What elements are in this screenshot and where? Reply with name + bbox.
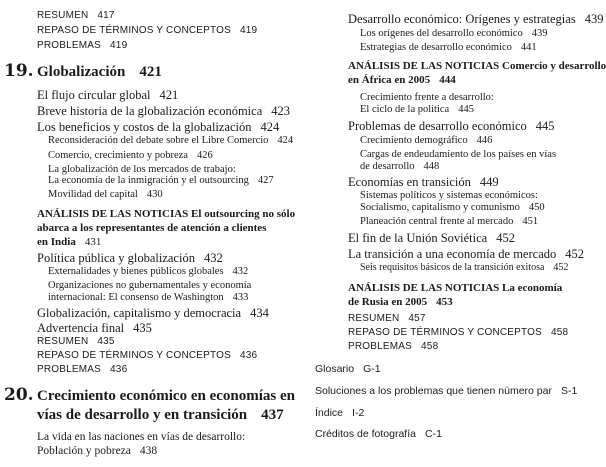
toc-entry[interactable] xyxy=(37,11,115,21)
entry-title: Índice xyxy=(315,407,344,419)
toc-subentry[interactable] xyxy=(360,43,537,54)
entry-page: 457 xyxy=(408,313,426,324)
toc-entry[interactable] xyxy=(37,446,157,458)
toc-subentry[interactable] xyxy=(48,190,163,201)
entry-page: 430 xyxy=(146,189,163,200)
entry-title: REPASO DE TÉRMINOS Y CONCEPTOS xyxy=(37,350,232,361)
entry-title: Desarrollo económico: Orígenes y estrategias xyxy=(348,12,576,26)
toc-subentry[interactable] xyxy=(360,191,538,202)
entry-title: en India xyxy=(37,236,76,248)
news-analysis-entry[interactable] xyxy=(348,297,453,308)
entry-title: RESUMEN xyxy=(37,336,89,347)
toc-subentry[interactable] xyxy=(360,29,547,40)
entry-page: 436 xyxy=(240,350,258,361)
entry-page: 450 xyxy=(528,202,545,213)
toc-entry[interactable] xyxy=(348,328,568,338)
entry-title: Crecimiento frente a desarrollo: xyxy=(360,92,494,103)
entry-page: 439 xyxy=(584,12,604,26)
toc-entry[interactable] xyxy=(348,314,426,324)
entry-title: Cargas de endeudamiento de los países en vías xyxy=(360,149,557,160)
news-analysis-entry[interactable] xyxy=(37,223,266,234)
entry-page: G-1 xyxy=(363,363,381,375)
entry-page: 441 xyxy=(520,42,537,53)
entry-page: 432 xyxy=(232,266,249,277)
entry-title: RESUMEN xyxy=(348,313,400,324)
entry-page: 439 xyxy=(531,28,548,39)
toc-subentry[interactable] xyxy=(48,176,274,187)
news-analysis-entry[interactable] xyxy=(348,75,456,86)
entry-title: Planeación central frente al mercado xyxy=(360,216,514,227)
entry-page: C-1 xyxy=(424,428,442,440)
entry-page: 449 xyxy=(479,175,499,189)
entry-title: Problemas de desarrollo económico xyxy=(348,119,527,133)
entry-title: ANÁLISIS DE LAS NOTICIAS Comercio y desarrollo xyxy=(348,60,606,72)
entry-title: La vida en las naciones en vías de desarrollo: xyxy=(37,431,246,443)
entry-title: de Rusia en 2005 xyxy=(348,296,428,308)
entry-title: Los beneficios y costos de la globalización xyxy=(37,120,252,134)
entry-title: Advertencia final xyxy=(37,321,125,335)
entry-title: internacional: El consenso de Washington xyxy=(48,292,224,303)
entry-title: Glosario xyxy=(315,363,355,375)
toc-entry[interactable] xyxy=(37,337,115,347)
entry-title: Comercio, crecimiento y pobreza xyxy=(48,150,188,161)
entry-page: 437 xyxy=(261,407,284,423)
toc-entry[interactable] xyxy=(348,176,499,189)
entry-page: 451 xyxy=(522,216,539,227)
entry-title: Socialismo, capitalismo y comunismo xyxy=(360,202,520,213)
back-matter-entry[interactable] xyxy=(315,429,442,440)
entry-page: 436 xyxy=(110,364,128,375)
entry-title: vías de desarrollo y en transición xyxy=(37,407,248,423)
toc-entry[interactable] xyxy=(37,307,269,320)
entry-page: 452 xyxy=(496,231,515,245)
chapter-title[interactable] xyxy=(37,408,284,423)
entry-title: Sistemas políticos y sistemas económicos: xyxy=(360,190,538,201)
toc-subentry[interactable] xyxy=(360,162,439,173)
entry-title: RESUMEN xyxy=(37,10,89,21)
entry-title: PROBLEMAS xyxy=(348,341,413,352)
entry-title: Estrategias de desarrollo económico xyxy=(360,42,512,53)
entry-title: REPASO DE TÉRMINOS Y CONCEPTOS xyxy=(348,327,543,338)
entry-page: 444 xyxy=(439,74,456,86)
toc-entry[interactable] xyxy=(37,432,245,444)
entry-page: 458 xyxy=(551,327,569,338)
toc-subentry[interactable] xyxy=(360,203,545,214)
entry-page: 438 xyxy=(139,445,158,457)
entry-page: 446 xyxy=(476,135,493,146)
entry-title: El fin de la Unión Soviética xyxy=(348,231,488,245)
entry-page: 435 xyxy=(133,321,152,335)
chapter-title[interactable] xyxy=(37,389,295,404)
toc-entry[interactable] xyxy=(37,26,257,36)
chapter-number: 20. xyxy=(4,385,34,405)
entry-title: Economías en transición xyxy=(348,175,471,189)
entry-page: 458 xyxy=(421,341,439,352)
back-matter-entry[interactable] xyxy=(315,364,381,375)
entry-title: PROBLEMAS xyxy=(37,40,102,51)
toc-subentry[interactable] xyxy=(48,136,293,147)
toc-entry[interactable] xyxy=(37,121,279,134)
entry-title: abarca a los representantes de atención a clientes xyxy=(37,222,267,234)
entry-page: 432 xyxy=(203,251,223,265)
entry-page: 424 xyxy=(260,120,280,134)
entry-title: Reconsideración del debate sobre el Libre Comercio xyxy=(48,135,269,146)
entry-title: La globalización de los mercados de trabajo: xyxy=(48,164,236,175)
entry-title: Movilidad del capital xyxy=(48,189,138,200)
entry-title: El flujo circular global xyxy=(37,88,151,102)
toc-entry[interactable] xyxy=(348,120,555,133)
chapter-title[interactable] xyxy=(37,65,162,80)
entry-page: 452 xyxy=(553,262,569,273)
entry-title: Breve historia de la globalización económica xyxy=(37,104,263,118)
entry-title: REPASO DE TÉRMINOS Y CONCEPTOS xyxy=(37,25,232,36)
news-analysis-entry[interactable] xyxy=(37,237,101,248)
toc-entry[interactable] xyxy=(348,13,603,26)
entry-title: Soluciones a los problemas que tienen número par xyxy=(315,385,552,397)
toc-entry[interactable] xyxy=(348,342,438,352)
entry-page: 421 xyxy=(159,88,179,102)
back-matter-entry[interactable] xyxy=(315,408,364,419)
entry-page: 445 xyxy=(458,104,474,115)
entry-page: 435 xyxy=(97,336,115,347)
entry-page: 434 xyxy=(250,306,269,320)
toc-subentry[interactable] xyxy=(360,217,538,228)
entry-page: 448 xyxy=(423,161,440,172)
entry-title: Crecimiento económico en economías en xyxy=(37,388,295,404)
entry-title: Organizaciones no gubernamentales y economía xyxy=(48,280,252,291)
toc-subentry[interactable] xyxy=(360,105,474,116)
toc-entry[interactable] xyxy=(37,322,152,335)
toc-subentry[interactable] xyxy=(48,151,213,162)
entry-title: en África en 2005 xyxy=(348,74,431,86)
toc-subentry[interactable] xyxy=(48,281,251,292)
toc-subentry[interactable] xyxy=(360,93,494,104)
entry-page: 419 xyxy=(110,40,128,51)
entry-page: 417 xyxy=(97,10,115,21)
entry-page: 421 xyxy=(139,64,162,80)
toc-entry[interactable] xyxy=(37,365,127,375)
chapter-number: 19. xyxy=(4,61,34,81)
entry-title: El ciclo de la política xyxy=(360,104,450,115)
entry-title: La economía de la inmigración y el outsourcing xyxy=(48,175,249,186)
entry-page: 445 xyxy=(535,119,555,133)
entry-title: PROBLEMAS xyxy=(37,364,102,375)
toc-entry[interactable] xyxy=(348,248,584,261)
entry-title: La transición a una economía de mercado xyxy=(348,247,557,261)
toc-entry[interactable] xyxy=(37,105,290,118)
entry-title: Población y pobreza xyxy=(37,445,131,457)
entry-page: 423 xyxy=(271,104,291,118)
entry-page: S-1 xyxy=(560,385,578,397)
entry-title: de desarrollo xyxy=(360,161,415,172)
entry-title: Globalización xyxy=(37,64,126,80)
news-analysis-entry[interactable] xyxy=(348,61,606,72)
toc-subentry[interactable] xyxy=(360,263,568,273)
entry-page: 433 xyxy=(232,292,249,303)
entry-page: I-2 xyxy=(352,407,365,419)
entry-page: 419 xyxy=(240,25,258,36)
entry-page: 424 xyxy=(277,135,294,146)
entry-title: Crecimiento demográfico xyxy=(360,135,468,146)
entry-title: Política pública y globalización xyxy=(37,251,195,265)
toc-entry[interactable] xyxy=(37,41,127,51)
toc-subentry[interactable] xyxy=(48,293,248,304)
entry-page: 453 xyxy=(436,296,453,308)
entry-page: 427 xyxy=(257,175,274,186)
entry-title: Créditos de fotografía xyxy=(315,428,416,440)
news-analysis-entry[interactable] xyxy=(348,283,562,294)
entry-page: 426 xyxy=(196,150,213,161)
toc-entry[interactable] xyxy=(37,252,223,265)
entry-page: 431 xyxy=(84,236,102,248)
toc-subentry[interactable] xyxy=(48,165,236,176)
toc-entry[interactable] xyxy=(37,351,257,361)
back-matter-entry[interactable] xyxy=(315,386,577,397)
toc-entry[interactable] xyxy=(37,89,178,102)
entry-title: ANÁLISIS DE LAS NOTICIAS La economía xyxy=(348,282,563,294)
toc-subentry[interactable] xyxy=(360,150,556,161)
news-analysis-entry[interactable] xyxy=(37,209,295,220)
entry-page: 452 xyxy=(565,247,584,261)
entry-title: Globalización, capitalismo y democracia xyxy=(37,306,242,320)
entry-title: Seis requisitos básicos de la transición exitosa xyxy=(360,262,545,273)
entry-title: Los orígenes del desarrollo económico xyxy=(360,28,523,39)
entry-title: Externalidades y bienes públicos globales xyxy=(48,266,224,277)
entry-title: ANÁLISIS DE LAS NOTICIAS El outsourcing no sólo xyxy=(37,208,296,220)
toc-subentry[interactable] xyxy=(48,267,248,278)
toc-subentry[interactable] xyxy=(360,136,492,147)
toc-entry[interactable] xyxy=(348,232,515,245)
